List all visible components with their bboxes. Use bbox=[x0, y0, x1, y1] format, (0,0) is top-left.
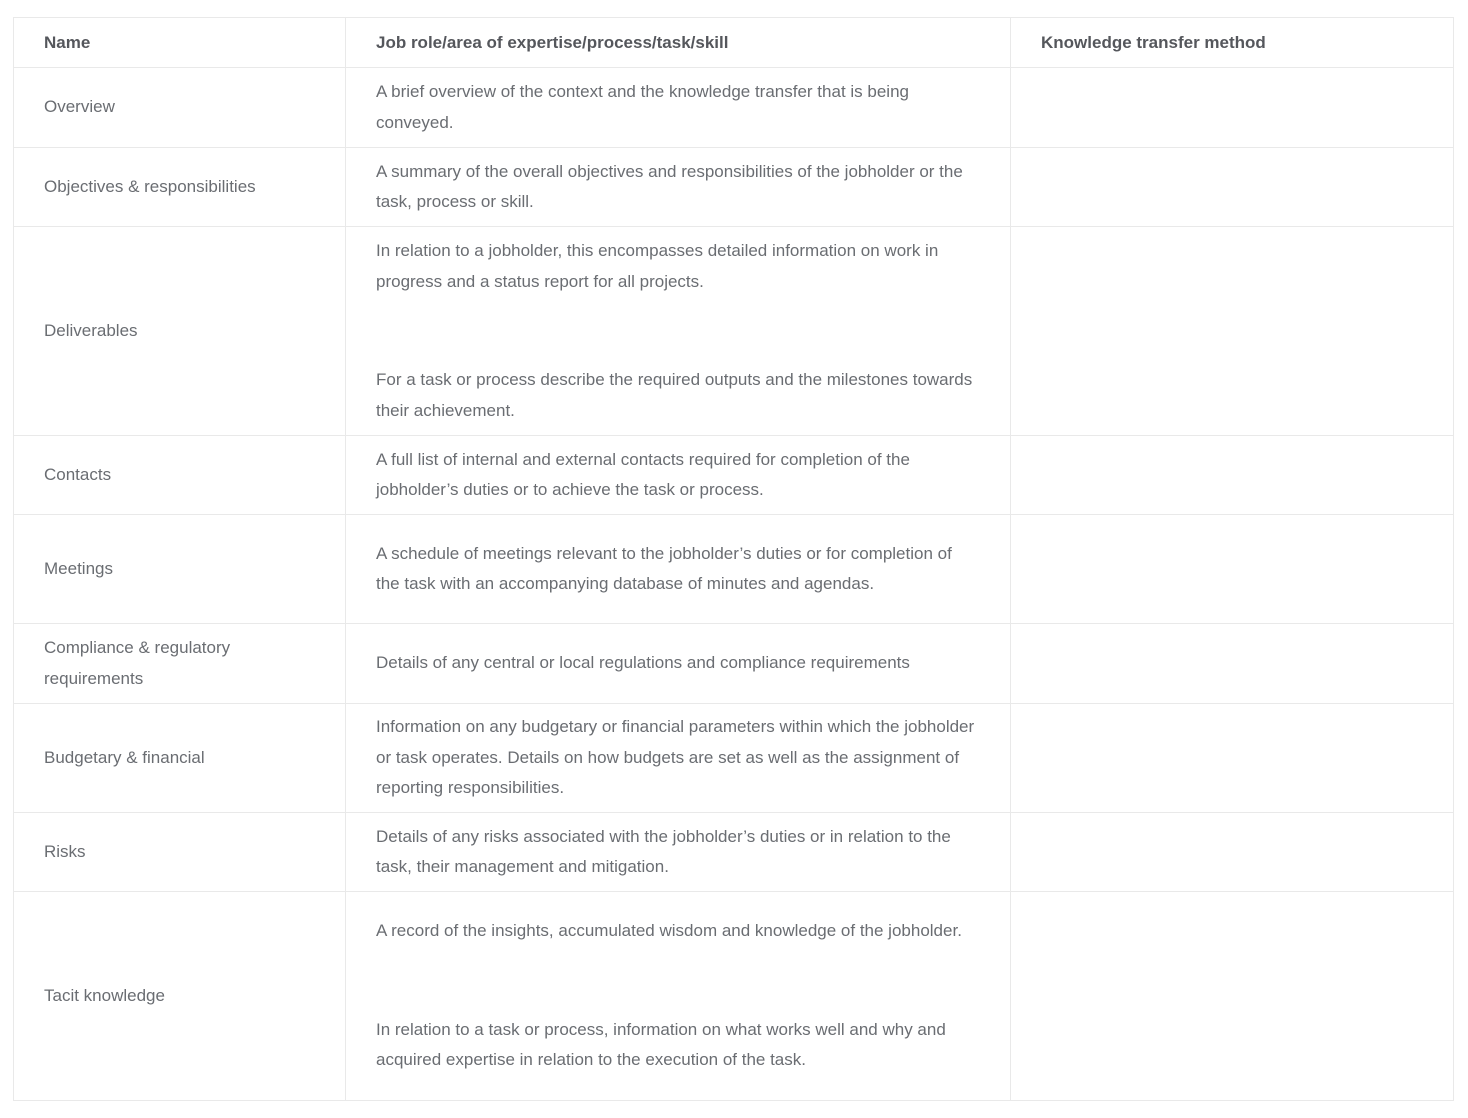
row-name: Deliverables bbox=[14, 227, 346, 436]
table-row-objectives-responsibilities bbox=[14, 148, 1454, 227]
row-description: A summary of the overall objectives and responsibilities of the jobholder or the task, process or skill. bbox=[376, 161, 963, 211]
row-description-cell bbox=[346, 515, 1011, 624]
row-method-cell bbox=[1011, 227, 1454, 436]
row-description: A record of the insights, accumulated wisdom and knowledge of the jobholder. bbox=[376, 921, 962, 941]
row-description-cell bbox=[346, 68, 1011, 148]
knowledge-transfer-table-container bbox=[13, 17, 1454, 1101]
row-description: In relation to a jobholder, this encompasses detailed information on work in progress and a status report for all projects. bbox=[376, 241, 939, 291]
row-description-cell bbox=[346, 813, 1011, 892]
row-name: Objectives & responsibilities bbox=[14, 148, 346, 227]
row-description: Details of any central or local regulations and compliance requirements bbox=[376, 653, 910, 673]
row-name: Risks bbox=[14, 813, 346, 892]
table-row-contacts bbox=[14, 436, 1454, 515]
row-name: Contacts bbox=[14, 436, 346, 515]
row-description: A full list of internal and external contacts required for completion of the jobholder’s duties or to achieve the task or process. bbox=[376, 449, 910, 499]
row-description-cell bbox=[346, 436, 1011, 515]
row-description: Details of any risks associated with the jobholder’s duties or in relation to the task, their management and mitigation. bbox=[376, 826, 951, 876]
row-method-cell bbox=[1011, 68, 1454, 148]
column-header-knowledge-transfer-method: Knowledge transfer method bbox=[1011, 18, 1454, 68]
row-description: A schedule of meetings relevant to the jobholder’s duties or for completion of the task with an accompanying database of minutes and agendas. bbox=[376, 543, 952, 593]
row-method-cell bbox=[1011, 624, 1454, 704]
column-header-job-role: Job role/area of expertise/process/task/skill bbox=[346, 18, 1011, 68]
table-row-overview bbox=[14, 68, 1454, 148]
knowledge-transfer-table bbox=[13, 17, 1454, 1101]
row-method-cell bbox=[1011, 892, 1454, 1101]
row-description: Information on any budgetary or financial parameters within which the jobholder or task operates. Details on how budgets are set as well as the assignment of reporting responsibilities. bbox=[376, 717, 975, 798]
column-header-name: Name bbox=[14, 18, 346, 68]
table-row-deliverables bbox=[14, 227, 1454, 436]
table-row-budgetary-financial bbox=[14, 704, 1454, 813]
row-name: Meetings bbox=[14, 515, 346, 624]
row-description-cell bbox=[346, 227, 1011, 436]
row-method-cell bbox=[1011, 436, 1454, 515]
row-description-cell bbox=[346, 148, 1011, 227]
row-description-cell bbox=[346, 892, 1011, 1101]
row-method-cell bbox=[1011, 704, 1454, 813]
row-description: A brief overview of the context and the knowledge transfer that is being conveyed. bbox=[376, 82, 909, 132]
row-description-secondary: For a task or process describe the required outputs and the milestones towards their achievement. bbox=[376, 370, 973, 420]
table-header-row bbox=[14, 18, 1454, 68]
row-method-cell bbox=[1011, 515, 1454, 624]
row-name: Overview bbox=[14, 68, 346, 148]
row-name: Tacit knowledge bbox=[14, 892, 346, 1101]
table-row-risks bbox=[14, 813, 1454, 892]
row-method-cell bbox=[1011, 148, 1454, 227]
table-row-compliance-regulatory bbox=[14, 624, 1454, 704]
row-name: Compliance & regulatory requirements bbox=[14, 624, 346, 704]
row-method-cell bbox=[1011, 813, 1454, 892]
row-name: Budgetary & financial bbox=[14, 704, 346, 813]
table-row-tacit-knowledge bbox=[14, 892, 1454, 1101]
row-description-cell bbox=[346, 704, 1011, 813]
row-description-secondary: In relation to a task or process, information on what works well and why and acquired expertise in relation to the execution of the task. bbox=[376, 1019, 946, 1070]
table-row-meetings bbox=[14, 515, 1454, 624]
row-description-cell bbox=[346, 624, 1011, 704]
